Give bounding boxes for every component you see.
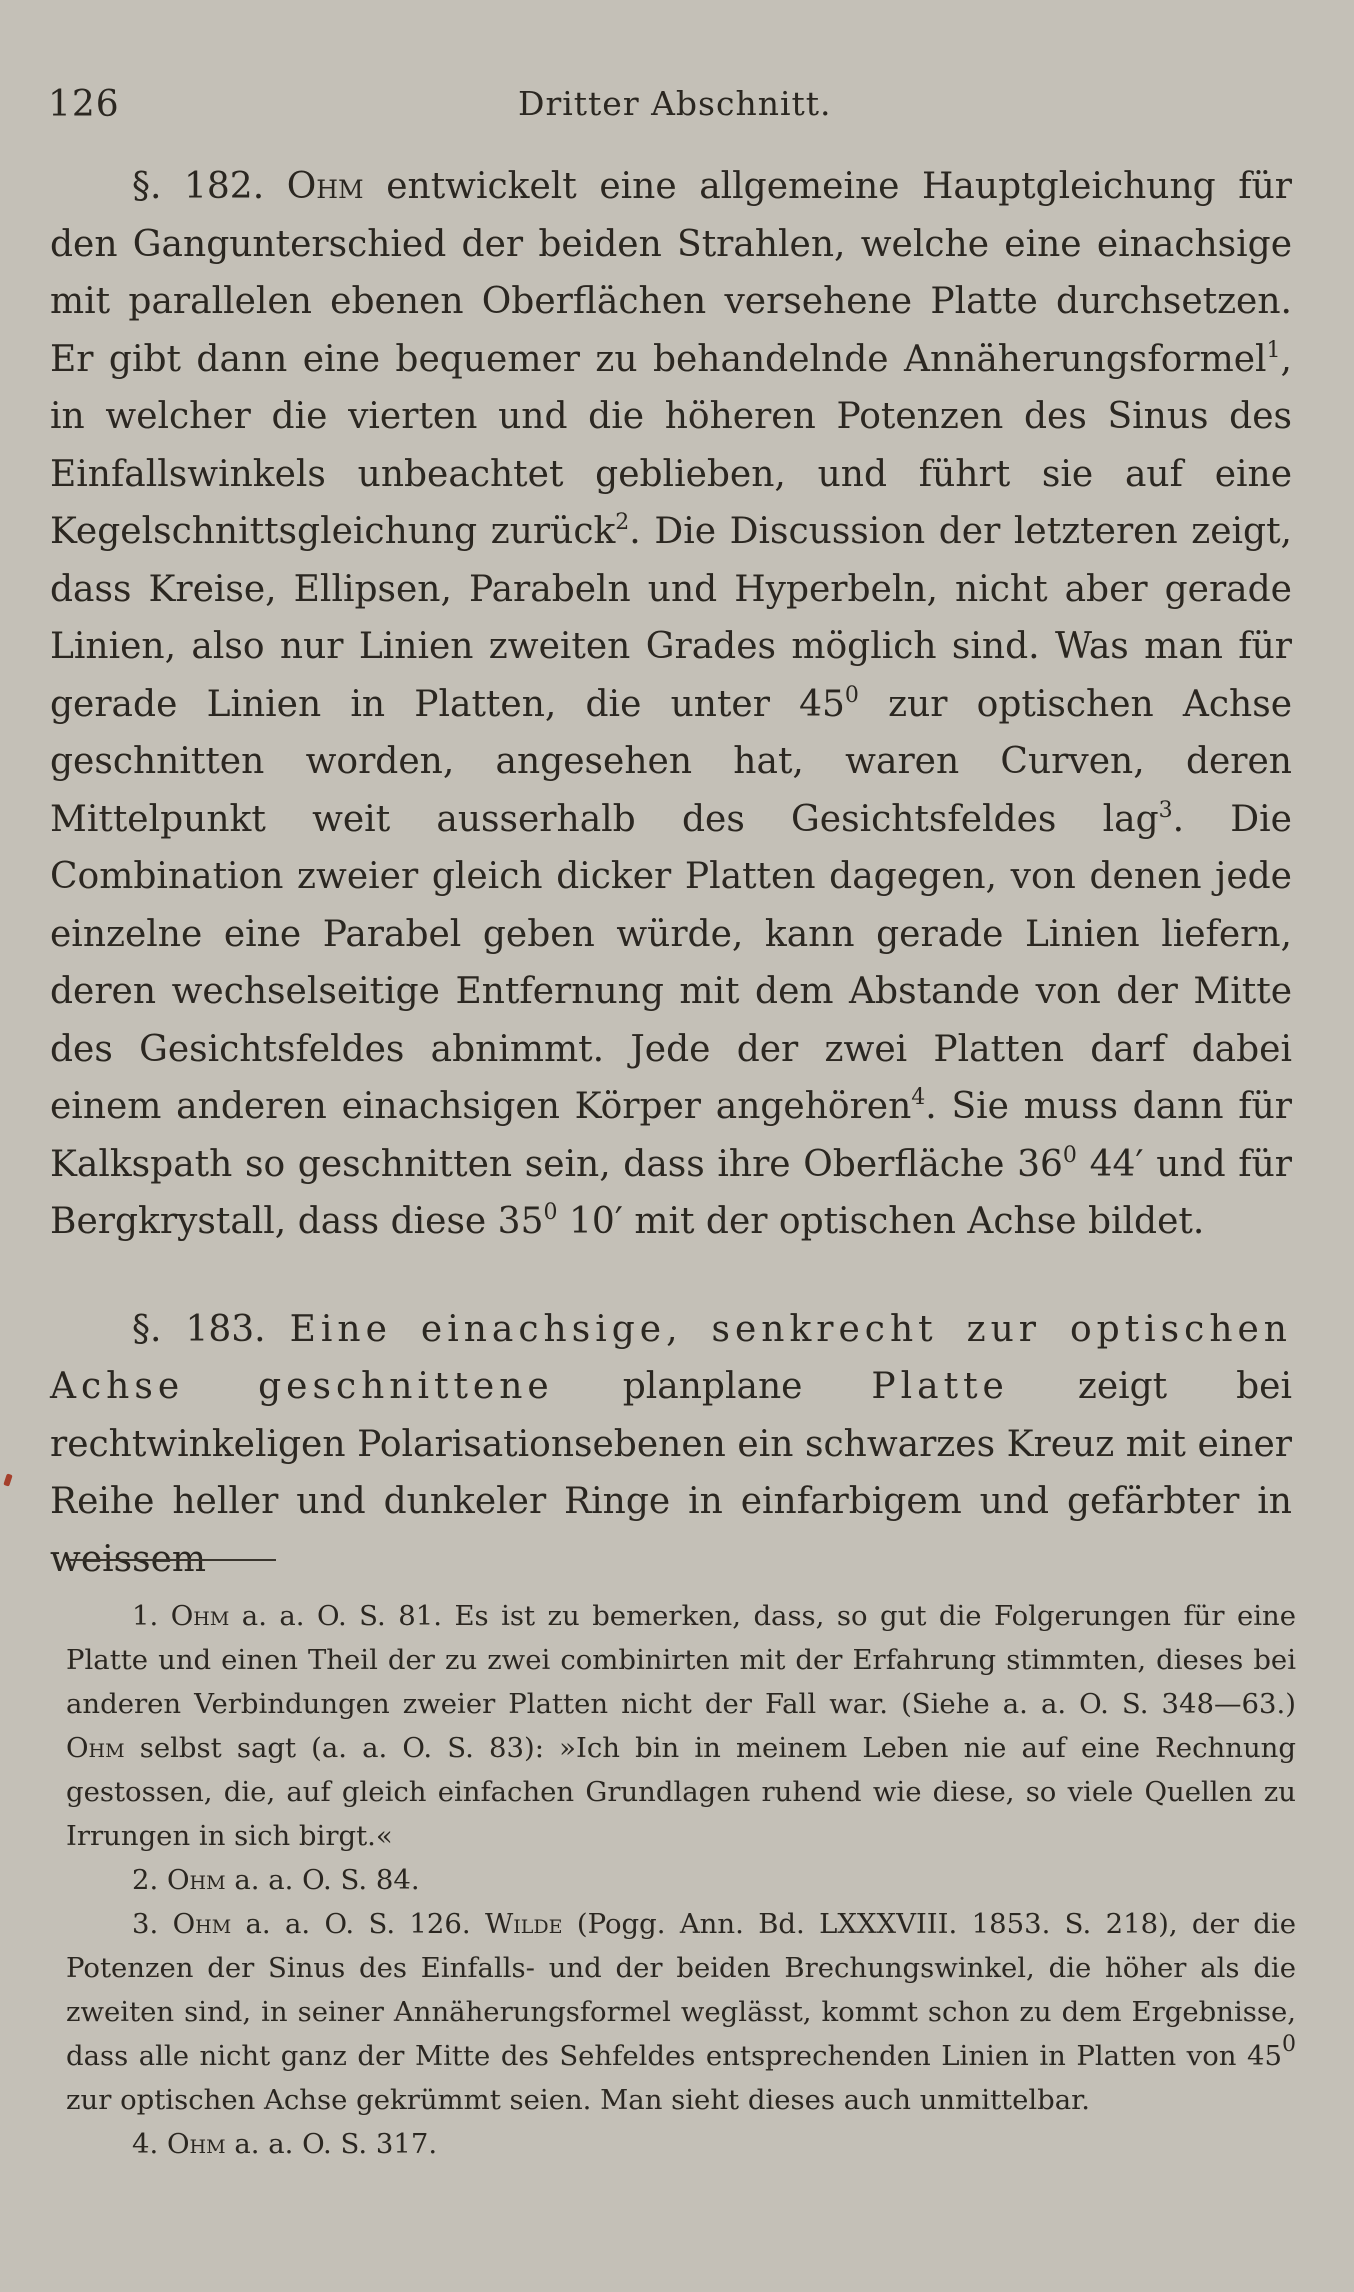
paragraph-text: zur optischen Achse geschnitten worden, angesehen hat, waren Curven, deren Mittelpunkt weit ausserhalb des Gesichtsfeldes lag xyxy=(50,683,1292,840)
paragraph-182 xyxy=(50,158,1292,1251)
section-number: §. 183. xyxy=(132,1308,266,1350)
footnote-number: 2. xyxy=(132,1864,159,1896)
footnote-2 xyxy=(66,1858,1296,1902)
degree-mark: 0 xyxy=(1282,2032,1296,2057)
footnote-text: (Pogg. Ann. Bd. LXXXVIII. 1853. S. 218), der die Potenzen der Sinus des Einfalls- und der beiden Brechungswinkel, die höher als die zweiten sind, in seiner Annäherungsformel weglässt, kommt schon zu dem Ergebnisse, dass alle nicht ganz der Mitte des Sehfeldes entsprechenden Linien in Platten von 45 xyxy=(66,1908,1296,2072)
author-name: Ohm xyxy=(172,1908,232,1940)
author-name: Wilde xyxy=(485,1908,563,1940)
footnote-number: 3. xyxy=(132,1908,159,1940)
footnote-divider xyxy=(66,1559,276,1561)
footnote-text: a. a. O. S. 84. xyxy=(234,1864,420,1896)
page-number: 126 xyxy=(48,84,120,125)
footnote-1 xyxy=(66,1594,1296,1858)
author-name: Ohm xyxy=(286,166,364,207)
author-name: Ohm xyxy=(167,2128,226,2160)
footnote-number: 4. xyxy=(132,2128,159,2160)
footnote-text: a. a. O. S. 126. xyxy=(245,1908,471,1940)
footnote-ref: 2 xyxy=(615,510,630,535)
paragraph-text: , in welcher die vierten und die höheren Potenzen des Sinus des Einfallswinkels unbeachtet geblieben, und führt sie auf eine Kegelschnittsgleichung zurück xyxy=(50,338,1292,552)
main-text xyxy=(50,158,1292,1588)
footnote-4 xyxy=(66,2122,1296,2166)
footnote-text: selbst sagt (a. a. O. S. 83): »Ich bin in meinem Leben nie auf eine Rechnung gestossen, die, auf gleich einfachen Grundlagen ruhend wie diese, so viele Quellen zu Irrungen in sich birgt.« xyxy=(66,1732,1296,1852)
spaced-emphasis: Eine einachsige, senkrecht zur optischen Achse geschnittene xyxy=(50,1308,1292,1407)
running-title: Dritter Abschnitt. xyxy=(518,84,832,123)
paragraph-text: 10′ mit der optischen Achse bildet. xyxy=(557,1201,1205,1242)
footnote-text: a. a. O. S. 317. xyxy=(234,2128,438,2160)
degree-mark: 0 xyxy=(1062,1142,1077,1168)
author-name: Ohm xyxy=(66,1732,125,1764)
author-name: Ohm xyxy=(167,1864,226,1896)
footnote-3 xyxy=(66,1902,1296,2122)
paragraph-text: . Die Discussion der letzteren zeigt, dass Kreise, Ellipsen, Parabeln und Hyperbeln, nicht aber gerade Linien, also nur Linien zweiten Grades möglich sind. Was man für gerade Linien in Platten, die unter 45 xyxy=(50,511,1292,725)
paragraph-183 xyxy=(50,1301,1292,1589)
paragraph-text: entwickelt eine allgemeine Hauptgleichung für den Gangunterschied der beiden Strahlen, welche eine einachsige mit parallelen ebenen Oberflächen versehene Platte durchsetzen. Er gibt dann eine bequemer zu behandelnde Annäherungsformel xyxy=(50,166,1293,380)
footnote-text: a. a. O. S. 81. Es ist zu bemerken, dass, so gut die Folgerungen für eine Platte und einen Theil der zu zwei combinirten mit der Erfahrung stimmten, dieses bei anderen Verbindungen zweier Platten nicht der Fall war. (Siehe a. a. O. S. 348—63.) xyxy=(66,1600,1297,1720)
paragraph-text: . Sie muss dann für Kalkspath so geschnitten sein, dass ihre Oberfläche 36 xyxy=(50,1086,1292,1185)
spaced-emphasis: Platte xyxy=(871,1366,1009,1407)
footnote-ref: 1 xyxy=(1266,337,1281,363)
paragraph-text: planplane xyxy=(553,1366,872,1407)
footnote-text: zur optischen Achse gekrümmt seien. Man sieht dieses auch unmittelbar. xyxy=(66,2084,1091,2116)
author-name: Ohm xyxy=(170,1600,230,1632)
section-number: §. 182. xyxy=(132,166,265,207)
footnote-ref: 4 xyxy=(911,1085,926,1110)
paragraph-text: zeigt bei rechtwinkeligen Polarisationsebenen ein schwarzes Kreuz mit einer Reihe heller und dunkeler Ringe in einfarbigem und gefärbter in weissem xyxy=(50,1366,1292,1580)
footnote-number: 1. xyxy=(132,1600,159,1632)
degree-mark: 0 xyxy=(844,682,859,708)
degree-mark: 0 xyxy=(543,1200,558,1225)
paragraph-text: 44′ und für Bergkrystall, dass diese 35 xyxy=(50,1143,1292,1242)
footnotes xyxy=(66,1594,1296,2166)
paragraph-text: . Die Combination zweier gleich dicker Platten dagegen, von denen jede einzelne eine Parabel geben würde, kann gerade Linien liefern, deren wechselseitige Entfernung mit dem Abstande von der Mitte des Gesichtsfeldes abnimmt. Jede der zwei Platten darf dabei einem anderen einachsigen Körper angehören xyxy=(50,798,1292,1127)
page-header xyxy=(48,78,1308,138)
footnote-ref: 3 xyxy=(1158,797,1173,823)
margin-mark xyxy=(3,1473,12,1486)
